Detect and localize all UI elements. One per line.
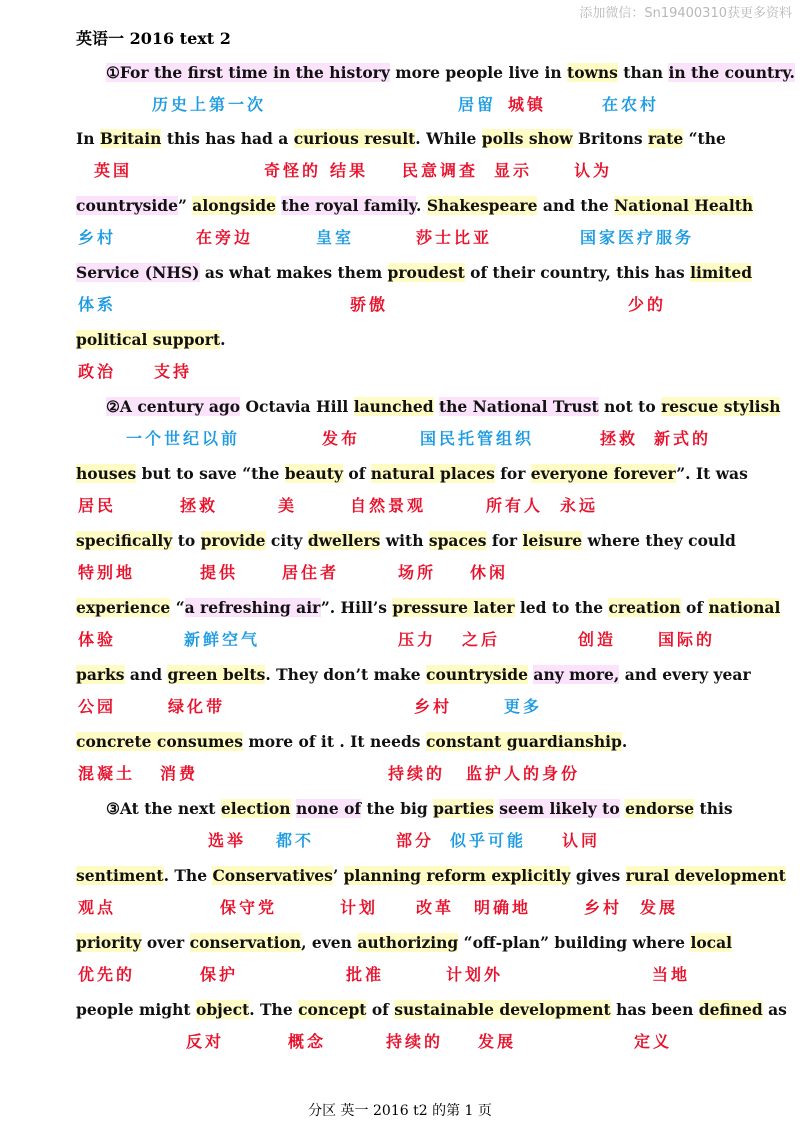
highlighted-phrase: countryside [426,665,529,684]
highlighted-phrase: beauty [284,464,343,483]
highlighted-phrase: constant guardianship [425,732,622,751]
text-run: of [342,464,371,483]
text-run: more of it . It needs [242,732,426,751]
text-run: for [494,464,531,483]
highlighted-phrase: concept [298,1000,367,1019]
highlighted-phrase: object [195,1000,250,1019]
chinese-gloss: 反对 [186,1032,225,1051]
text-run: . The [163,866,213,885]
chinese-gloss: 发展 [478,1032,517,1051]
text-run: where they could [582,531,736,550]
text-run: . While [415,129,482,148]
gloss-row [0,828,800,854]
text-run: this has had a [161,129,294,148]
highlighted-phrase: national [708,598,781,617]
text-run: people might [76,1000,196,1019]
highlighted-phrase: provide [200,531,266,550]
highlighted-phrase: experience [76,598,171,617]
chinese-gloss: 定义 [634,1032,673,1051]
text-run: has been [610,1000,699,1019]
chinese-gloss: 骄傲 [350,295,389,314]
highlighted-phrase: creation [608,598,681,617]
chinese-gloss: 体系 [78,295,117,314]
text-run: “the [683,129,726,148]
highlighted-phrase: pressure later [392,598,515,617]
text-run: as [762,1000,787,1019]
chinese-gloss: 创造 [578,630,617,649]
chinese-gloss: 居住者 [282,563,340,582]
chinese-gloss: 莎士比亚 [416,228,493,247]
text-run: with [380,531,429,550]
chinese-gloss: 新式的 [654,429,712,448]
text-line [106,794,733,824]
text-run: of their country, this has [464,263,691,282]
text-run: than [617,63,669,82]
chinese-gloss: 在农村 [602,95,660,114]
text-run: Britons [572,129,649,148]
highlighted-phrase: polls show [481,129,573,148]
chinese-gloss: 批准 [346,965,385,984]
highlighted-phrase: Service (NHS) [76,263,200,282]
chinese-gloss: 认同 [562,831,601,850]
chinese-gloss: 国际的 [658,630,716,649]
gloss-row [0,694,800,720]
text-run: and every year [619,665,751,684]
text-run: led to the [514,598,609,617]
highlighted-phrase: Shakespeare [426,196,538,215]
highlighted-phrase: ①For the first time in the history [106,63,390,82]
text-line [106,392,780,422]
chinese-gloss: 发展 [640,898,679,917]
chinese-gloss: 乡村 [584,898,623,917]
text-line [76,459,748,489]
text-run: more people live in [389,63,568,82]
highlighted-phrase: green belts [167,665,266,684]
highlighted-phrase: sustainable development [394,1000,611,1019]
chinese-gloss: 奇怪的 [264,161,322,180]
chinese-gloss: 美 [278,496,298,515]
gloss-row [0,292,800,318]
chinese-gloss: 都不 [276,831,315,850]
text-run: “off-plan” building where [458,933,691,952]
highlighted-phrase: defined [698,1000,763,1019]
text-run: , even [301,933,358,952]
text-line [76,526,736,556]
text-run: ” [177,196,193,215]
text-line [76,660,751,690]
chinese-gloss: 政治 [78,362,117,381]
text-run: to [172,531,201,550]
chinese-gloss: 英国 [94,161,133,180]
chinese-gloss: 似乎可能 [450,831,527,850]
gloss-row [0,359,800,385]
chinese-gloss: 监护人的身份 [466,764,581,783]
chinese-gloss: 永远 [560,496,599,515]
text-run: over [141,933,190,952]
text-run: ③At the next [106,799,221,818]
highlighted-phrase: the royal family [281,196,417,215]
highlighted-phrase: none of [295,799,362,818]
text-run: this [694,799,733,818]
highlighted-phrase: political support [76,330,221,349]
highlighted-phrase: a refreshing air [184,598,321,617]
chinese-gloss: 概念 [288,1032,327,1051]
highlighted-phrase: limited [690,263,753,282]
text-run: . [621,732,628,751]
text-run: Octavia Hill [240,397,354,416]
gloss-row [0,895,800,921]
highlighted-phrase: in the country. [668,63,795,82]
gloss-row [0,761,800,787]
text-run: not to [598,397,662,416]
chinese-gloss: 历史上第一次 [152,95,267,114]
highlighted-phrase: rescue stylish [661,397,781,416]
highlighted-phrase: National Health [614,196,754,215]
chinese-gloss: 国家医疗服务 [580,228,695,247]
highlighted-phrase: election [220,799,291,818]
highlighted-phrase: rural development [625,866,786,885]
chinese-gloss: 民意调查 [402,161,479,180]
gloss-row [0,627,800,653]
chinese-gloss: 压力 [398,630,437,649]
highlighted-phrase: sentiment [76,866,164,885]
text-line [76,325,226,355]
watermark-text: 添加微信：Sn19400310获更多资料 [579,6,792,21]
gloss-row [0,426,800,452]
highlighted-phrase: authorizing [357,933,459,952]
chinese-gloss: 体验 [78,630,117,649]
text-line [76,258,752,288]
highlighted-phrase: alongside [192,196,276,215]
chinese-gloss: 计划 [340,898,379,917]
text-run: In [76,129,100,148]
highlighted-phrase: endorse [625,799,695,818]
chinese-gloss: 居民 [78,496,117,515]
chinese-gloss: 拯救 [180,496,219,515]
highlighted-phrase: concrete consumes [76,732,243,751]
chinese-gloss: 一个世纪以前 [126,429,241,448]
chinese-gloss: 持续的 [388,764,446,783]
text-run: as what makes them [199,263,388,282]
highlighted-phrase: seem likely to [499,799,620,818]
chinese-gloss: 国民托管组织 [420,429,535,448]
chinese-gloss: 当地 [652,965,691,984]
chinese-gloss: 新鲜空气 [184,630,261,649]
chinese-gloss: 混凝土 [78,764,136,783]
chinese-gloss: 消费 [160,764,199,783]
chinese-gloss: 乡村 [414,697,453,716]
chinese-gloss: 改革 [416,898,455,917]
highlighted-phrase: local [690,933,733,952]
chinese-gloss: 居留 [458,95,497,114]
highlighted-phrase: conservation [189,933,302,952]
highlighted-phrase: any more, [533,665,620,684]
text-run: city [265,531,308,550]
highlighted-phrase: parties [433,799,494,818]
chinese-gloss: 之后 [462,630,501,649]
text-run: but to save “the [136,464,285,483]
text-run: ’ [332,866,344,885]
text-run: . The [249,1000,299,1019]
gloss-row [0,1029,800,1055]
gloss-row [0,92,800,118]
chinese-gloss: 保护 [200,965,239,984]
text-line [76,861,786,891]
chinese-gloss: 显示 [494,161,533,180]
highlighted-phrase: launched [353,397,434,416]
text-run: and the [537,196,615,215]
chinese-gloss: 特别地 [78,563,136,582]
highlighted-phrase: specifically [76,531,173,550]
text-run: of [366,1000,395,1019]
gloss-row [0,158,800,184]
text-run: the big [361,799,434,818]
chinese-gloss: 明确地 [474,898,532,917]
chinese-gloss: 优先的 [78,965,136,984]
highlighted-phrase: dwellers [307,531,381,550]
text-line [76,727,627,757]
highlighted-phrase: curious result [293,129,416,148]
chinese-gloss: 绿化带 [168,697,226,716]
gloss-row [0,962,800,988]
chinese-gloss: 自然景观 [350,496,427,515]
text-line [76,995,787,1025]
text-line [76,191,753,221]
chinese-gloss: 皇室 [316,228,355,247]
chinese-gloss: 支持 [154,362,193,381]
text-run: ”. It was [676,464,748,483]
gloss-row [0,493,800,519]
text-run: . [416,196,427,215]
highlighted-phrase: houses [76,464,137,483]
text-line [76,593,780,623]
chinese-gloss: 计划外 [446,965,504,984]
text-run: . They don’t make [265,665,427,684]
chinese-gloss: 拯救 [600,429,639,448]
chinese-gloss: 更多 [504,697,543,716]
highlighted-phrase: rate [648,129,684,148]
gloss-row [0,560,800,586]
chinese-gloss: 发布 [322,429,361,448]
highlighted-phrase: the National Trust [439,397,599,416]
highlighted-phrase: natural places [370,464,495,483]
text-line [76,124,726,154]
text-line [106,58,795,88]
highlighted-phrase: ②A century ago [106,397,241,416]
chinese-gloss: 认为 [574,161,613,180]
chinese-gloss: 所有人 [486,496,544,515]
highlighted-phrase: everyone forever [530,464,677,483]
highlighted-phrase: parks [76,665,125,684]
chinese-gloss: 少的 [628,295,667,314]
highlighted-phrase: priority [76,933,142,952]
text-run: “ [170,598,185,617]
chinese-gloss: 休闲 [470,563,509,582]
highlighted-phrase: Britain [99,129,162,148]
text-run: ”. Hill’s [320,598,393,617]
chinese-gloss: 场所 [398,563,437,582]
chinese-gloss: 在旁边 [196,228,254,247]
highlighted-phrase: countryside [76,196,178,215]
chinese-gloss: 提供 [200,563,239,582]
text-line [76,928,732,958]
chinese-gloss: 持续的 [386,1032,444,1051]
gloss-row [0,225,800,251]
highlighted-phrase: planning reform explicitly [343,866,571,885]
chinese-gloss: 乡村 [78,228,117,247]
highlighted-phrase: Conservatives [212,866,333,885]
text-run: for [486,531,523,550]
chinese-gloss: 公园 [78,697,117,716]
chinese-gloss: 保守党 [220,898,278,917]
document-title: 英语一 2016 text 2 [76,29,231,48]
text-run: . [220,330,226,349]
chinese-gloss: 部分 [396,831,435,850]
highlighted-phrase: spaces [428,531,487,550]
highlighted-phrase: leisure [522,531,583,550]
text-run: of [680,598,709,617]
chinese-gloss: 选举 [208,831,247,850]
chinese-gloss: 结果 [330,161,369,180]
page-footer: 分区 英一 2016 t2 的第 1 页 [308,1103,492,1119]
text-run: gives [570,866,626,885]
highlighted-phrase: towns [567,63,618,82]
highlighted-phrase: proudest [387,263,465,282]
chinese-gloss: 城镇 [508,95,547,114]
chinese-gloss: 观点 [78,898,117,917]
text-run: and [124,665,168,684]
